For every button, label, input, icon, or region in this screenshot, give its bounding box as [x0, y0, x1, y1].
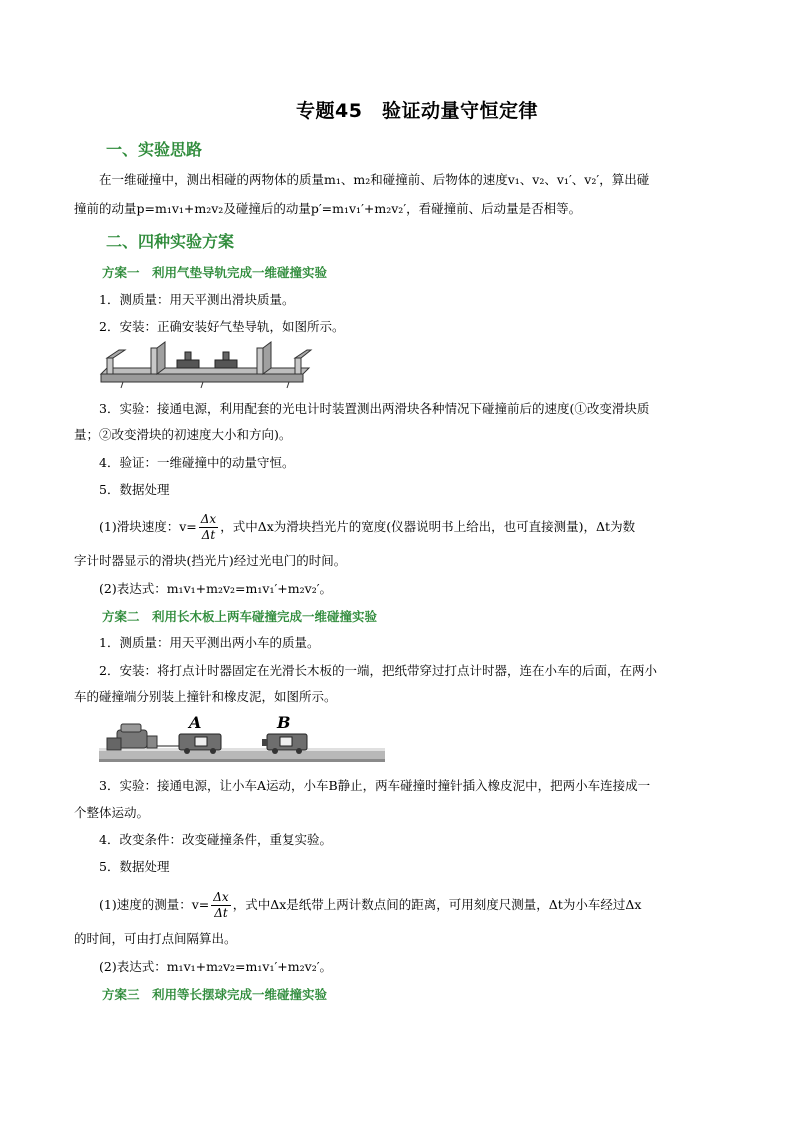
plan1-data-1-line-1	[99, 510, 747, 544]
plan1-step-5: 5．数据处理	[99, 482, 170, 497]
plan1-data-1-line-2: 字计时器显示的滑块(挡光片)经过光电门的时间。	[74, 553, 347, 568]
plan1-step-3-line-2: 量；②改变滑块的初速度大小和方向)。	[74, 427, 292, 442]
plan1-step-4: 4．验证：一维碰撞中的动量守恒。	[99, 455, 295, 470]
plan2-step-2-line-1: 2．安装：将打点计时器固定在光滑长木板的一端，把纸带穿过打点计时器，连在小车的后面，在两小	[99, 663, 657, 678]
plan2-step-3-line-1: 3．实验：接通电源，让小车A运动，小车B静止，两车碰撞时撞针插入橡皮泥中，把两小车连接成一	[99, 778, 651, 793]
plan2-data-1-line-1	[99, 888, 747, 922]
plan2-data-2: (2)表达式：m₁v₁+m₂v₂=m₁v₁′+m₂v₂′。	[99, 959, 333, 974]
sec1-paragraph-line-2: 撞前的动量p=m₁v₁+m₂v₂及碰撞后的动量p′=m₁v₁′+m₂v₂′，看碰撞前、后动量是否相等。	[74, 201, 582, 216]
plan2-step-1: 1．测质量：用天平测出两小车的质量。	[99, 635, 320, 650]
plan2-step-2-line-2: 车的碰撞端分别装上撞针和橡皮泥，如图所示。	[74, 689, 337, 704]
plan2-data-1-prefix: (1)速度的测量：v=	[99, 897, 210, 912]
plan1-data-2: (2)表达式：m₁v₁+m₂v₂=m₁v₁′+m₂v₂′。	[99, 581, 333, 596]
plan1-fraction	[199, 512, 218, 543]
plan1-data-1-prefix: (1)滑块速度：v=	[99, 519, 197, 534]
plan2-step-4: 4．改变条件：改变碰撞条件，重复实验。	[99, 832, 332, 847]
plan2-step-3-line-2: 个整体运动。	[74, 805, 150, 820]
plan1-fraction-denominator: Δt	[201, 528, 216, 542]
plan2-fraction	[211, 890, 230, 921]
air-track-figure	[99, 340, 313, 390]
plan1-step-1: 1．测质量：用天平测出滑块质量。	[99, 292, 295, 307]
plan1-heading: 方案一 利用气垫导轨完成一维碰撞实验	[102, 265, 328, 280]
plan2-step-5: 5．数据处理	[99, 859, 170, 874]
plan2-fraction-numerator: Δx	[213, 890, 229, 904]
plan2-data-1-suffix: ，式中Δx是纸带上两计数点间的距离，可用刻度尺测量，Δt为小车经过Δx	[232, 897, 642, 912]
section-heading-1: 一、实验思路	[106, 140, 203, 159]
cart-b-label: B	[277, 713, 291, 732]
plan1-fraction-numerator: Δx	[200, 512, 217, 526]
plan1-step-2: 2．安装：正确安装好气垫导轨，如图所示。	[99, 319, 345, 334]
plan1-step-3-line-1: 3．实验：接通电源，利用配套的光电计时装置测出两滑块各种情况下碰撞前后的速度(①改变滑块质	[99, 401, 650, 416]
plan2-data-1-line-2: 的时间，可由打点间隔算出。	[74, 931, 237, 946]
plan2-heading: 方案二 利用长木板上两车碰撞完成一维碰撞实验	[102, 609, 378, 624]
plan1-data-1-suffix: ，式中Δx为滑块挡光片的宽度(仪器说明书上给出，也可直接测量)，Δt为数	[220, 519, 636, 534]
plan3-heading: 方案三 利用等长摆球完成一维碰撞实验	[102, 987, 328, 1002]
plan2-fraction-denominator: Δt	[214, 906, 228, 920]
section-heading-2: 二、四种实验方案	[106, 232, 235, 251]
page-title: 专题45 验证动量守恒定律	[296, 100, 538, 122]
cart-collision-figure	[99, 710, 385, 770]
cart-a-label: A	[189, 713, 202, 732]
sec1-paragraph-line-1: 在一维碰撞中，测出相碰的两物体的质量m₁、m₂和碰撞前、后物体的速度v₁、v₂、v₁′、v₂′，算出碰	[99, 172, 650, 187]
